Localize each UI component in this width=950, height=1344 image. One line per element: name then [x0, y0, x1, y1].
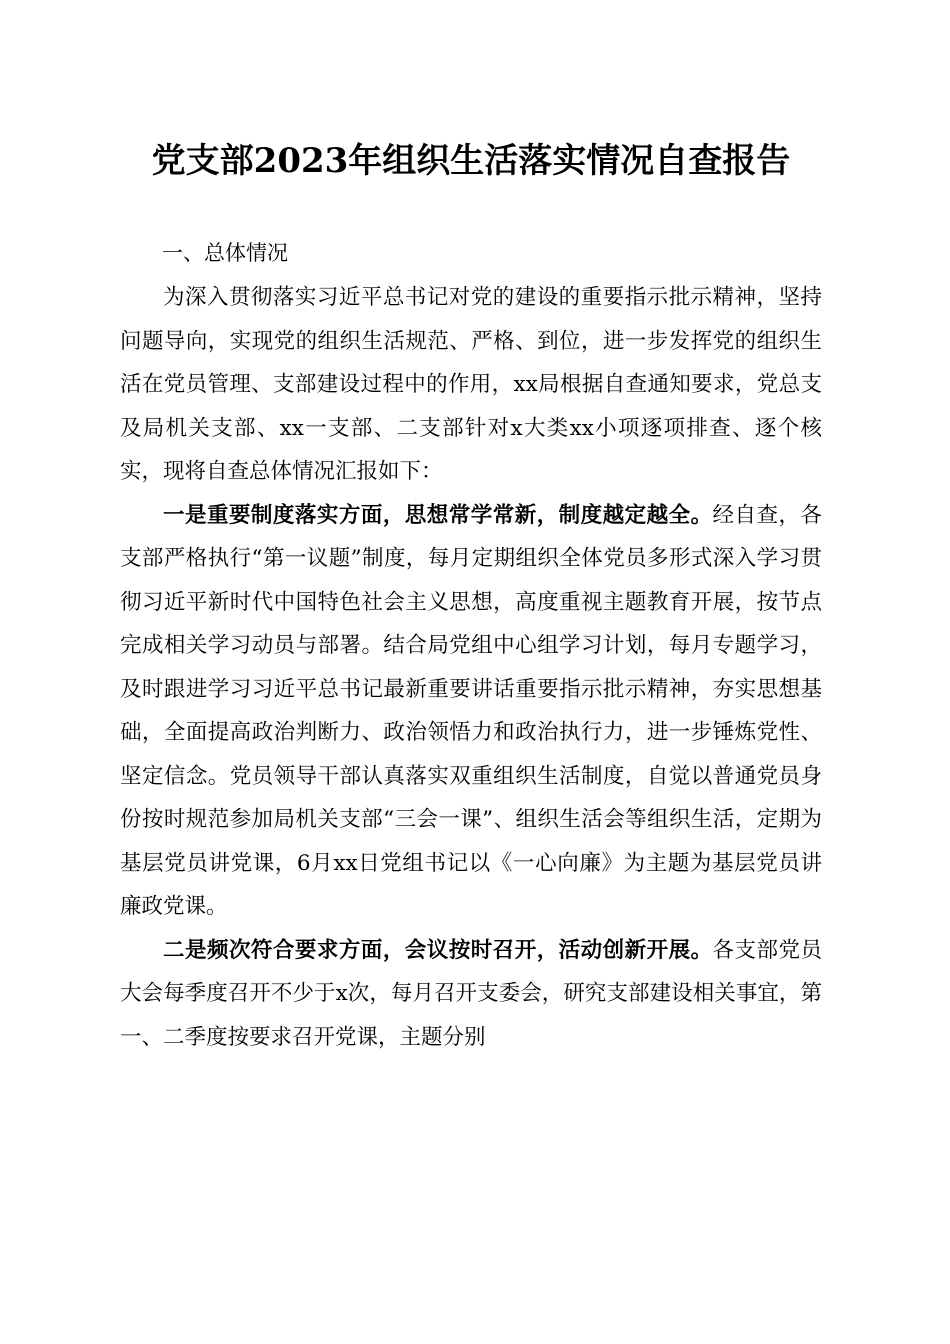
point2-paragraph [120, 929, 822, 1060]
point1-paragraph [120, 494, 822, 929]
point1-lead: 一是重要制度落实方面，思想常学常新，制度越定越全。 [163, 502, 713, 528]
section-heading-overview: 一、总体情况 [162, 241, 288, 265]
point2-lead: 二是频次符合要求方面，会议按时召开，活动创新开展。 [163, 937, 713, 963]
document-title: 党支部2023年组织生活落实情况自查报告 [151, 141, 791, 181]
intro-paragraph: 为深入贯彻落实习近平总书记对党的建设的重要指示批示精神，坚持问题导向，实现党的组织生活规范、严格、到位，进一步发挥党的组织生活在党员管理、支部建设过程中的作用，xx局根据自查通知要求，党总支及局机关支部、xx一支部、二支部针对x大类xx小项逐项排查、逐个核实，现将自查总体情况汇报如下： [120, 285, 822, 484]
point2-body: 各支部党员大会每季度召开不少于x次，每月召开支委会，研究支部建设相关事宜，第一、二季度按要求召开党课，主题分别 [120, 937, 822, 1050]
point1-body: 经自查，各支部严格执行“第一议题”制度，每月定期组织全体党员多形式深入学习贯彻习近平新时代中国特色社会主义思想，高度重视主题教育开展，按节点完成相关学习动员与部署。结合局党组中心组学习计划，每月专题学习，及时跟进学习习近平总书记最新重要讲话重要指示批示精神，夯实思想基础，全面提高政治判断力、政治领悟力和政治执行力，进一步锤炼党性、坚定信念。党员领导干部认真落实双重组织生活制度，自觉以普通党员身份按时规范参加局机关支部“三会一课”、组织生活会等组织生活，定期为基层党员讲党课，6月xx日党组书记以《一心向廉》为主题为基层党员讲廉政党课。 [120, 502, 822, 919]
